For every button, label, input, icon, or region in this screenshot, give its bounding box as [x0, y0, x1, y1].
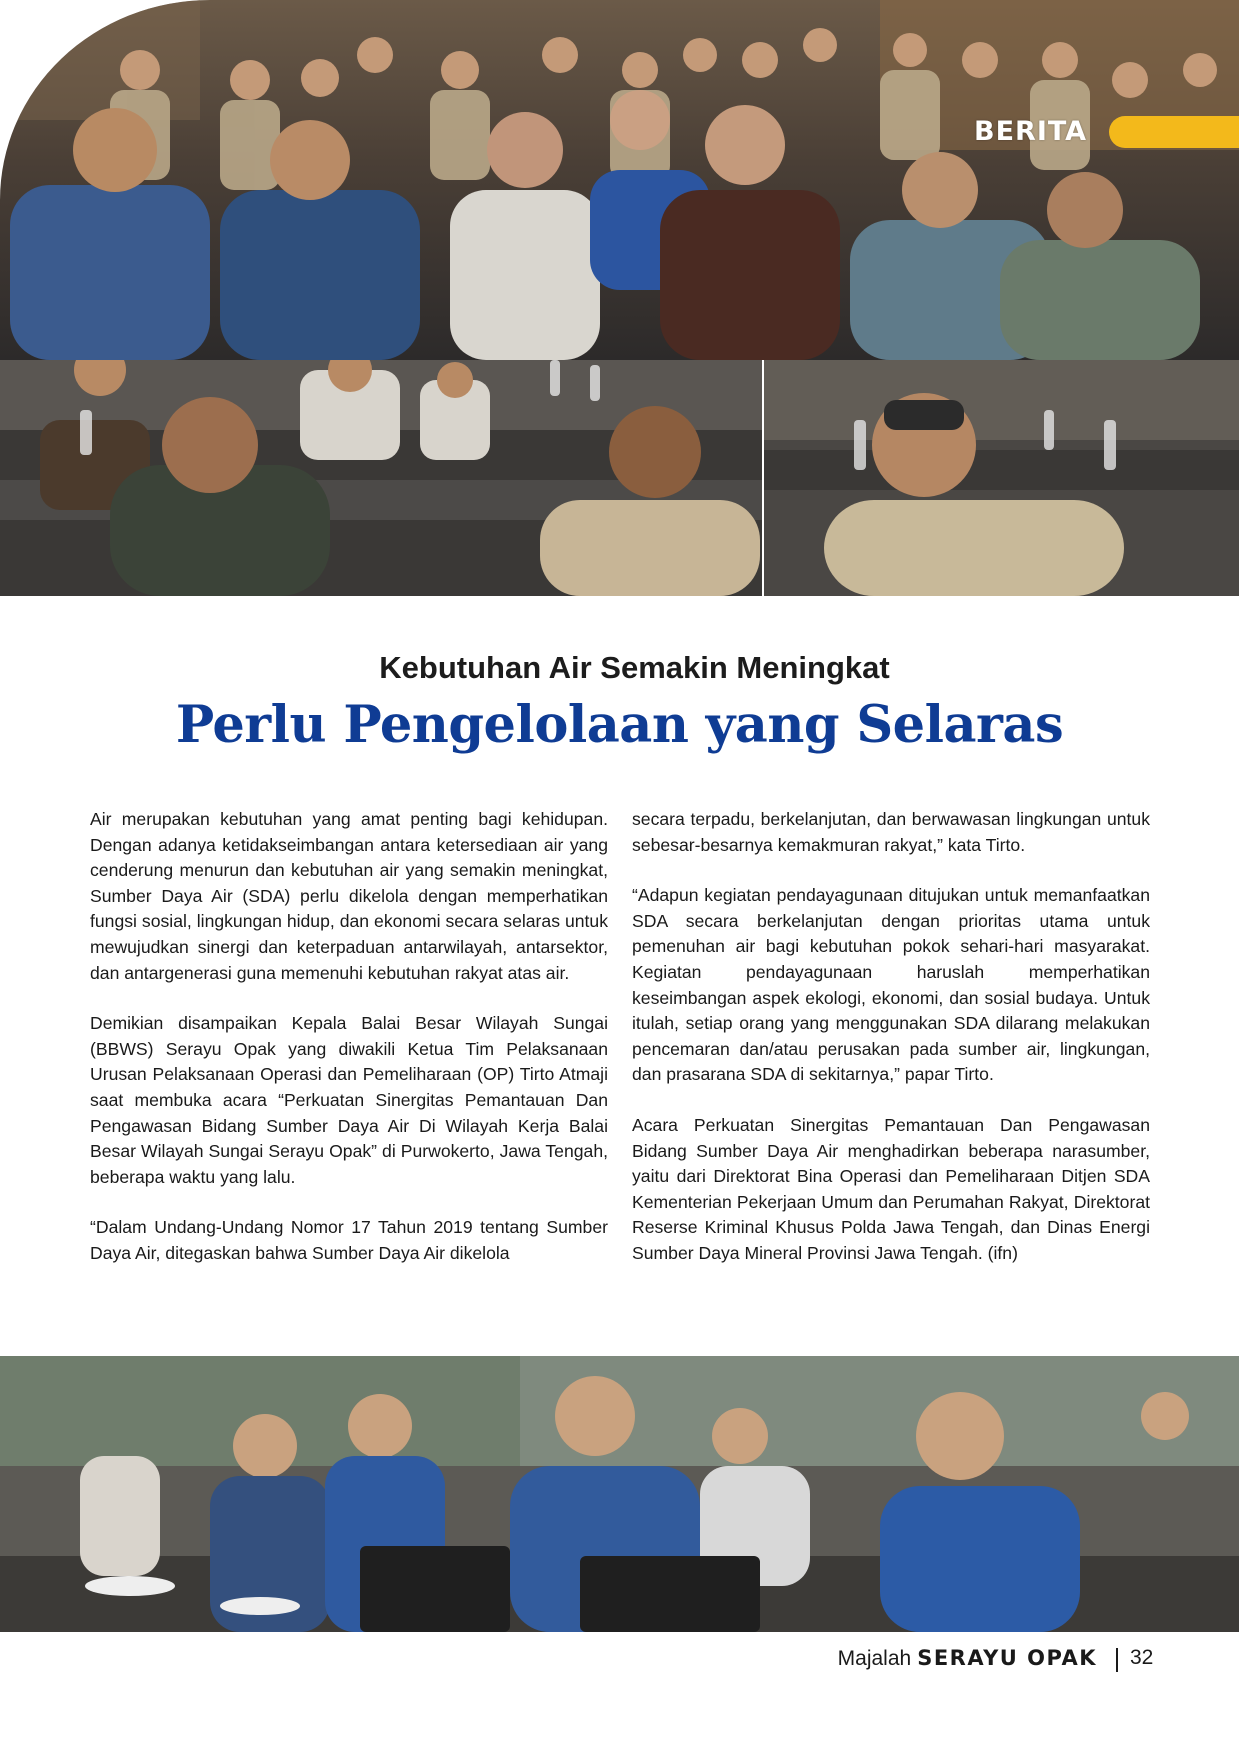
section-tab-bar — [1109, 116, 1239, 148]
article-kicker: Kebutuhan Air Semakin Meningkat — [379, 650, 890, 685]
workshop-photo — [0, 1356, 1239, 1632]
article-headline: Perlu Pengelolaan yang Selaras — [175, 695, 1064, 755]
right-column — [632, 807, 1150, 1292]
meeting-photo-left — [0, 360, 762, 596]
paragraph: Acara Perkuatan Sinergitas Pemantauan Dan Pengawasan Bidang Sumber Daya Air menghadirkan beberapa narasumber, yaitu dari Direktorat Bina Operasi dan Pemeliharaan Ditjen SDA Kementerian Pekerjaan Umum dan Perumahan Rakyat, Direktorat Reserse Kriminal Khusus Polda Jawa Tengah, dan Dinas Energi Sumber Daya Mineral Provinsi Jawa Tengah. (ifn) — [632, 1114, 1150, 1263]
paragraph: secara terpadu, berkelanjutan, dan berwawasan lingkungan untuk sebesar-besarnya kemakmuran rakyat,” kata Tirto. — [632, 809, 1150, 855]
magazine-label: Majalah — [837, 1647, 912, 1670]
section-label: BERITA — [974, 116, 1088, 147]
paragraph: “Dalam Undang-Undang Nomor 17 Tahun 2019 tentang Sumber Daya Air, ditegaskan bahwa Sumber Daya Air dikelola — [90, 1217, 608, 1263]
magazine-brand: SERAYU OPAK — [917, 1646, 1097, 1670]
paragraph: Demikian disampaikan Kepala Balai Besar Wilayah Sungai (BBWS) Serayu Opak yang diwakili Ketua Tim Pelaksanaan Urusan Pelaksanaan Operasi dan Pemeliharaan (OP) Tirto Atmaji saat membuka acara “Perkuatan Sinergitas Pemantauan Dan Pengawasan Bidang Sumber Daya Air Di Wilayah Kerja Balai Besar Wilayah Sungai Serayu Opak” di Purwokerto, Jawa Tengah, beberapa waktu yang lalu. — [90, 1013, 608, 1187]
page-footer — [0, 1640, 1239, 1680]
page-number: 32 — [1130, 1646, 1154, 1669]
paragraph: “Adapun kegiatan pendayagunaan ditujukan untuk memanfaatkan SDA secara berkelanjutan dengan prioritas utama untuk pemenuhan air bagi kebutuhan pokok sehari-hari masyarakat. Kegiatan pendayagunaan haruslah memperhatikan keseimbangan aspek ekologi, ekonomi, dan sosial budaya. Untuk itulah, setiap orang yang menggunakan SDA dilarang melakukan pencemaran dan/atau perusakan pada sumber air, lingkungan, dan prasarana SDA di sekitarnya,” papar Tirto. — [632, 885, 1150, 1085]
section-tab — [974, 114, 1239, 150]
left-column — [90, 807, 608, 1292]
paragraph: Air merupakan kebutuhan yang amat penting bagi kehidupan. Dengan adanya ketidakseimbangan antara ketersediaan air yang cenderung menurun dan kebutuhan air yang semakin meningkat, Sumber Daya Air (SDA) perlu dikelola dengan memperhatikan fungsi sosial, lingkungan hidup, dan ekonomi secara selaras untuk mewujudkan sinergi dan keterpaduan antarwilayah, antarsektor, dan antargenerasi guna memenuhi kebutuhan rakyat atas air. — [90, 809, 608, 983]
magazine-name — [838, 1646, 1097, 1671]
meeting-photo-right — [764, 360, 1239, 596]
footer-divider — [1116, 1648, 1118, 1672]
group-photo — [0, 0, 1239, 360]
